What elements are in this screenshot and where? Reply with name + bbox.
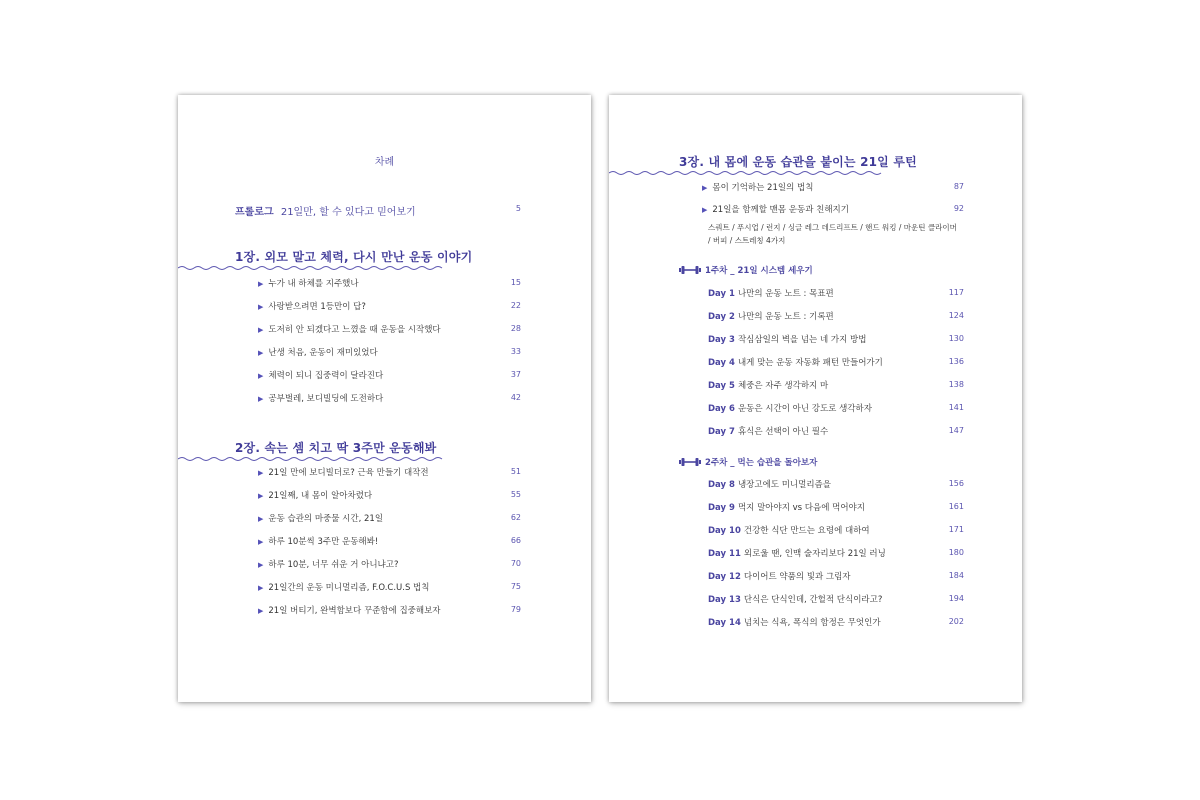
chapter-3-title[interactable]: 3장. 내 몸에 운동 습관을 붙이는 21일 루틴 — [679, 155, 917, 169]
triangle-bullet-icon: ▶ — [258, 515, 264, 523]
triangle-bullet-icon: ▶ — [258, 349, 264, 357]
week-2-title: 2주차 _ 먹는 습관을 돌아보자 — [705, 458, 818, 468]
entry-title: 21일째, 내 몸이 알아차렸다 — [268, 491, 373, 501]
triangle-bullet-icon: ▶ — [258, 372, 264, 380]
toc-entry[interactable] — [258, 604, 441, 616]
page-number: 37 — [510, 370, 521, 379]
entry-title: 외로울 땐, 인맥 술자리보다 21일 러닝 — [743, 549, 886, 559]
prologue-page: 5 — [515, 204, 521, 213]
day-label: Day 3 — [708, 335, 735, 345]
day-label: Day 2 — [708, 312, 735, 322]
page-number: 194 — [948, 594, 964, 603]
page-number: 138 — [948, 380, 964, 389]
page-number: 42 — [510, 393, 521, 402]
toc-entry[interactable] — [258, 512, 383, 524]
entry-title: 하루 10분, 너무 쉬운 거 아니냐고? — [268, 560, 399, 570]
day-entry[interactable] — [708, 379, 828, 391]
triangle-bullet-icon: ▶ — [258, 584, 264, 592]
toc-entry[interactable] — [702, 203, 849, 215]
entry-title: 냉장고에도 미니멀리즘을 — [737, 480, 831, 490]
toc-entry[interactable] — [258, 300, 366, 312]
day-entry[interactable] — [708, 356, 883, 368]
triangle-bullet-icon: ▶ — [702, 184, 708, 192]
day-entry[interactable] — [708, 593, 882, 605]
toc-title: 차례 — [374, 157, 395, 168]
toc-entry[interactable] — [258, 323, 441, 335]
entry-title: 건강한 식단 만드는 요령에 대하여 — [743, 526, 870, 536]
page-number: 171 — [948, 525, 964, 534]
page-number: 92 — [953, 204, 964, 213]
entry-title: 누가 내 하체를 지주했나 — [268, 279, 359, 289]
page-number: 147 — [948, 426, 964, 435]
day-label: Day 1 — [708, 289, 735, 299]
page-number: 75 — [510, 582, 521, 591]
page-number: 62 — [510, 513, 521, 522]
day-entry[interactable] — [708, 425, 828, 437]
entry-title: 체중은 자주 생각하지 마 — [737, 381, 829, 391]
entry-title: 사랑받으려면 1등만이 답? — [268, 302, 366, 312]
day-entry[interactable] — [708, 501, 865, 513]
day-entry[interactable] — [708, 333, 866, 345]
entry-title: 휴식은 선택이 아닌 필수 — [737, 427, 829, 437]
day-label: Day 5 — [708, 381, 735, 391]
prologue-label: 프롤로그 — [235, 207, 274, 218]
triangle-bullet-icon: ▶ — [258, 469, 264, 477]
page-number: 156 — [948, 479, 964, 488]
page-number: 180 — [948, 548, 964, 557]
page-number: 66 — [510, 536, 521, 545]
entry-title: 21일간의 운동 미니멀리즘, F.O.C.U.S 법칙 — [268, 583, 430, 593]
entry-title: 몸이 기억하는 21일의 법칙 — [712, 183, 814, 193]
page-number: 22 — [510, 301, 521, 310]
day-label: Day 7 — [708, 427, 735, 437]
triangle-bullet-icon: ▶ — [258, 538, 264, 546]
wavy-divider — [178, 456, 443, 462]
page-number: 15 — [510, 278, 521, 287]
entry-title: 운동은 시간이 아닌 강도로 생각하자 — [737, 404, 872, 414]
week-2-heading[interactable] — [679, 456, 817, 468]
triangle-bullet-icon: ▶ — [258, 326, 264, 334]
page-number: 136 — [948, 357, 964, 366]
toc-entry[interactable] — [258, 466, 429, 478]
wavy-divider — [609, 170, 884, 176]
entry-title: 체력이 되니 집중력이 달라진다 — [268, 371, 384, 381]
week-1-title: 1주차 _ 21일 시스템 세우기 — [705, 266, 813, 276]
entry-title: 공부벌레, 보디빌딩에 도전하다 — [268, 394, 384, 404]
day-entry[interactable] — [708, 287, 834, 299]
entry-title: 나만의 운동 노트 : 목표편 — [737, 289, 834, 299]
triangle-bullet-icon: ▶ — [258, 303, 264, 311]
day-entry[interactable] — [708, 402, 872, 414]
page-number: 51 — [510, 467, 521, 476]
triangle-bullet-icon: ▶ — [258, 280, 264, 288]
entry-title: 다이어트 약품의 빛과 그림자 — [743, 572, 851, 582]
entry-title: 난생 처음, 운동이 재미있었다 — [268, 348, 378, 358]
day-entry[interactable] — [708, 616, 881, 628]
entry-title: 나만의 운동 노트 : 기록편 — [737, 312, 834, 322]
right-page — [609, 95, 1022, 702]
toc-entry[interactable] — [258, 558, 398, 570]
prologue-title: 21일만, 할 수 있다고 믿어보기 — [280, 207, 416, 218]
entry-title: 21일을 함께할 맨몸 운동과 친해지기 — [712, 205, 849, 215]
triangle-bullet-icon: ▶ — [258, 395, 264, 403]
page-number: 79 — [510, 605, 521, 614]
page-number: 161 — [948, 502, 964, 511]
day-entry[interactable] — [708, 310, 834, 322]
entry-title: 단식은 단식인데, 간헐적 단식이라고? — [743, 595, 883, 605]
entry-title: 운동 습관의 마중물 시간, 21일 — [268, 514, 384, 524]
page-number: 70 — [510, 559, 521, 568]
day-entry[interactable] — [708, 524, 870, 536]
page-number: 130 — [948, 334, 964, 343]
entry-title: 도저히 안 되겠다고 느꼈을 때 운동을 시작했다 — [268, 325, 441, 335]
page-number: 117 — [948, 288, 964, 297]
day-label: Day 14 — [708, 618, 741, 628]
exercise-list-line-2: / 버피 / 스트레칭 4가지 — [708, 236, 786, 245]
page-number: 202 — [948, 617, 964, 626]
prologue-entry[interactable] — [235, 203, 416, 218]
day-entry[interactable] — [708, 547, 886, 559]
toc-entry[interactable] — [258, 277, 359, 289]
toc-entry[interactable] — [258, 392, 383, 404]
day-label: Day 10 — [708, 526, 741, 536]
triangle-bullet-icon: ▶ — [258, 607, 264, 615]
day-entry[interactable] — [708, 478, 831, 490]
entry-title: 21일 만에 보디빌더로? 근육 만들기 대작전 — [268, 468, 429, 478]
day-label: Day 13 — [708, 595, 741, 605]
toc-entry[interactable] — [258, 369, 383, 381]
day-label: Day 9 — [708, 503, 735, 513]
entry-title: 하루 10분씩 3주만 운동해봐! — [268, 537, 379, 547]
dumbbell-icon — [679, 457, 701, 467]
left-page — [178, 95, 591, 702]
day-label: Day 8 — [708, 480, 735, 490]
entry-title: 작심삼일의 벽을 넘는 네 가지 방법 — [737, 335, 867, 345]
page-number: 33 — [510, 347, 521, 356]
chapter-2-title[interactable]: 2장. 속는 셈 치고 딱 3주만 운동해봐 — [235, 441, 437, 455]
toc-entry[interactable] — [702, 181, 813, 193]
page-number: 124 — [948, 311, 964, 320]
triangle-bullet-icon: ▶ — [702, 206, 708, 214]
toc-entry[interactable] — [258, 535, 378, 547]
entry-title: 21일 버티기, 완벽함보다 꾸준함에 집중해보자 — [268, 606, 441, 616]
triangle-bullet-icon: ▶ — [258, 492, 264, 500]
day-label: Day 4 — [708, 358, 735, 368]
toc-entry[interactable] — [258, 489, 372, 501]
page-number: 55 — [510, 490, 521, 499]
page-number: 87 — [953, 182, 964, 191]
day-label: Day 12 — [708, 572, 741, 582]
day-label: Day 6 — [708, 404, 735, 414]
entry-title: 먹지 말아야지 vs 다음에 먹어야지 — [737, 503, 865, 513]
triangle-bullet-icon: ▶ — [258, 561, 264, 569]
day-entry[interactable] — [708, 570, 851, 582]
page-number: 28 — [510, 324, 521, 333]
page-number: 141 — [948, 403, 964, 412]
entry-title: 넘치는 식욕, 폭식의 함정은 무엇인가 — [743, 618, 881, 628]
chapter-1-title[interactable]: 1장. 외모 말고 체력, 다시 만난 운동 이야기 — [235, 250, 473, 264]
toc-entry[interactable] — [258, 346, 378, 358]
page-number: 184 — [948, 571, 964, 580]
exercise-list-line-1: 스쿼트 / 푸시업 / 런지 / 싱글 레그 데드리프트 / 핸드 워킹 / 마운틴 클라이머 — [708, 223, 957, 232]
entry-title: 내게 맞는 운동 자동화 패턴 만들어가기 — [737, 358, 883, 368]
day-label: Day 11 — [708, 549, 741, 559]
week-1-heading[interactable] — [679, 264, 813, 276]
wavy-divider — [178, 265, 443, 271]
toc-entry[interactable] — [258, 581, 429, 593]
dumbbell-icon — [679, 265, 701, 275]
